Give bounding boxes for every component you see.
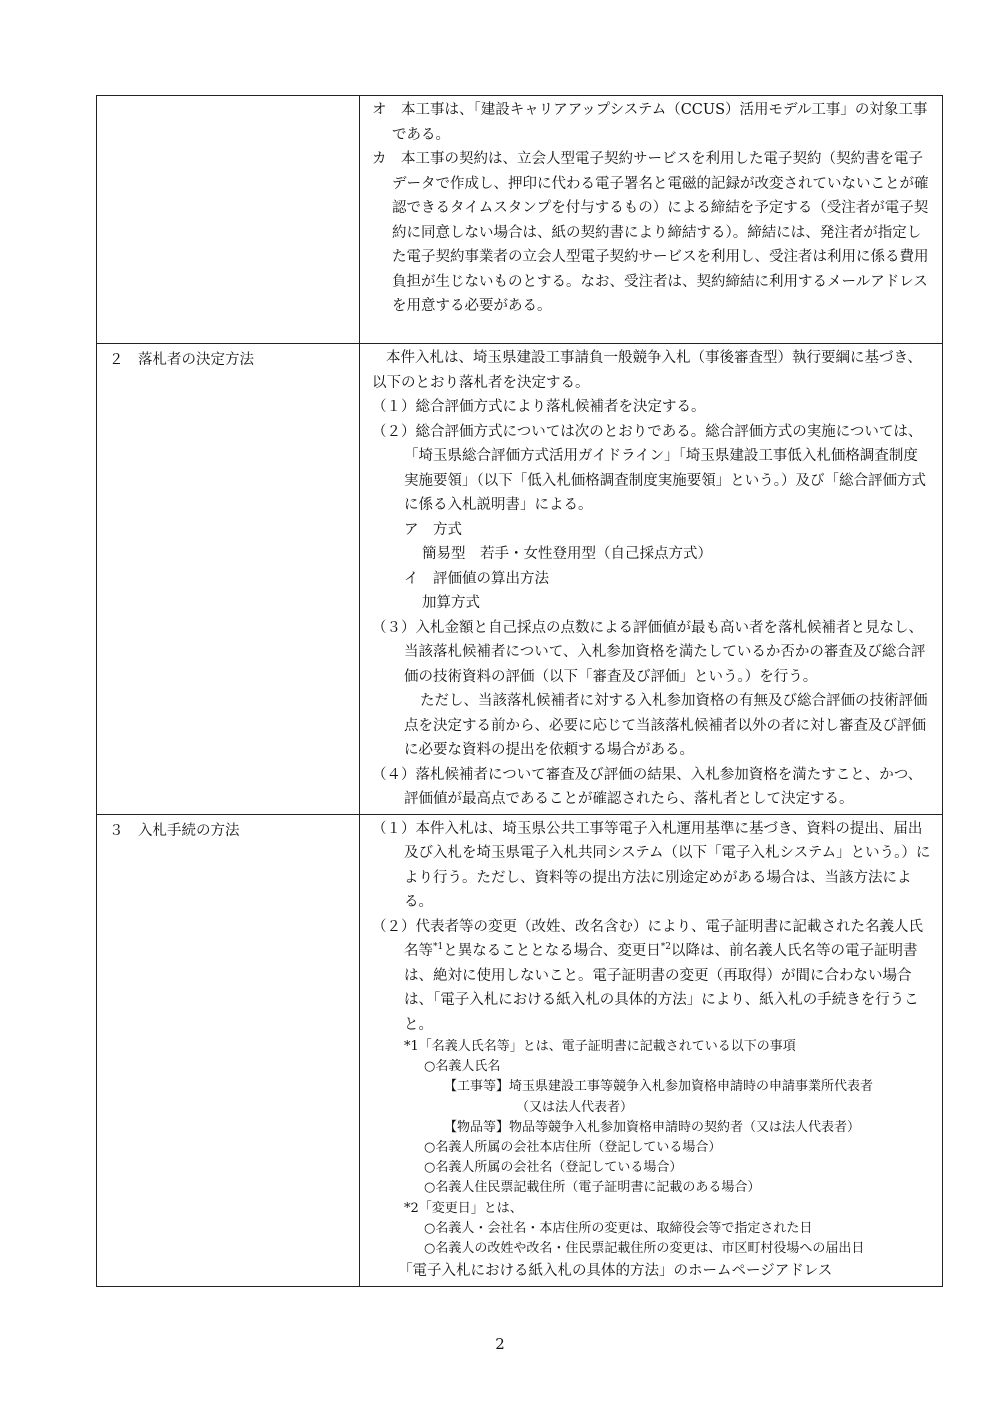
footnote: 【工事等】埼玉県建設工事等競争入札参加資格申請時の申請事業所代表者 (444, 1079, 874, 1095)
row-body (360, 814, 943, 1286)
footnote-mark: *1 (433, 942, 444, 953)
row-label (97, 96, 360, 344)
footnote: ○名義人・会社名・本店住所の変更は、取締役会等で指定された日 (424, 1220, 813, 1236)
document-table (96, 95, 943, 1287)
list-item-note: ただし、当該落札候補者に対する入札参加資格の有無及び総合評価の技術評価点を決定する前から、必要に応じて当該落札候補者以外の者に対し審査及び評価に必要な資料の提出を依頼する場合がある。 (404, 693, 928, 758)
item-text: （２）代表者等の変更（改姓、改名含む）により、電子証明書に記載された名義人氏名等 (372, 918, 923, 959)
sub-text: 加算方式 (422, 595, 480, 611)
footnote: ○名義人所属の会社本店住所（登記している場合） (424, 1140, 722, 1156)
table-row (97, 344, 943, 815)
table-row (97, 96, 943, 344)
table-row (97, 814, 943, 1286)
list-item: （２）総合評価方式については次のとおりである。総合評価方式の実施については、「埼玉県総合評価方式活用ガイドライン」「埼玉県建設工事低入札価格調査制度実施要領」（以下「低入札価格調査制度実施要領」という。）及び「総合評価方式に係る入札説明書」による。 (372, 423, 926, 513)
row-label: ２ 落札者の決定方法 (97, 344, 360, 815)
footnote: *2「変更日」とは、 (404, 1200, 523, 1216)
list-item: （１）総合評価方式により落札候補者を決定する。 (372, 399, 706, 415)
sub-text: 簡易型 若手・女性登用型（自己採点方式） (422, 546, 712, 562)
item-text: と異なることとなる場合、変更日 (443, 943, 661, 959)
list-item (372, 915, 932, 1038)
row-label: ３ 入札手続の方法 (97, 814, 360, 1286)
page-number: 2 (495, 1335, 505, 1353)
footnote: *1「名義人氏名等」とは、電子証明書に記載されている以下の事項 (404, 1039, 796, 1054)
footnotes (372, 1037, 932, 1259)
list-item: （１）本件入札は、埼玉県公共工事等電子入札運用基準に基づき、資料の提出、届出及び入札を埼玉県電子入札共同システム（以下「電子入札システム」という。）により行う。ただし、資料等の提出方法に別途定めがある場合は、当該方法による。 (372, 820, 931, 910)
footnote: 【物品等】物品等競争入札参加資格申請時の契約者（又は法人代表者） (444, 1119, 861, 1135)
item-text: 以降は、前名義人氏名等の電子証明書は、絶対に使用しないこと。電子証明書の変更（再取得）が間に合わない場合は、「電子入札における紙入札の具体的方法」により、紙入札の手続きを行うこと。 (404, 943, 919, 1033)
intro-text: 本件入札は、埼玉県建設工事請負一般競争入札（事後審査型）執行要綱に基づき、以下のとおり落札者を決定する。 (372, 350, 922, 391)
row-body (360, 96, 943, 344)
footnote: ○名義人氏名 (424, 1059, 501, 1075)
list-item: （４）落札候補者について審査及び評価の結果、入札参加資格を満たすこと、かつ、評価値が最高点であることが確認されたら、落札者として決定する。 (372, 766, 923, 807)
footnote: ○名義人の改姓や改名・住民票記載住所の変更は、市区町村役場への届出日 (424, 1241, 865, 1257)
item-ka: カ 本工事の契約は、立会人型電子契約サービスを利用した電子契約（契約書を電子データで作成し、押印に代わる電子署名と電磁的記録が改変されていないことが確認できるタイムスタンプを付与するもの）による締結を予定する（受注者が電子契約に同意しない場合は、紙の契約書により締結する）。締結には、発注者が指定した電子契約事業者の立会人型電子契約サービスを利用し、受注者は利用に係る費用負担が生じないものとする。なお、受注者は、契約締結に利用するメールアドレスを用意する必要がある。 (372, 151, 929, 314)
row-body (360, 344, 943, 815)
list-item: （３）入札金額と自己採点の点数による評価値が最も高い者を落札候補者と見なし、当該落札候補者について、入札参加資格を満たしているか否かの審査及び総合評価の技術資料の評価（以下「審査及び評価」という。）を行う。 (372, 619, 926, 685)
footnote: （又は法人代表者） (516, 1099, 634, 1115)
item-o: オ 本工事は、「建設キャリアアップシステム（CCUS）活用モデル工事」の対象工事である。 (372, 102, 928, 143)
homepage-link-label[interactable]: 「電子入札における紙入札の具体的方法」のホームページアドレス (398, 1263, 833, 1280)
footnote: ○名義人所属の会社名（登記している場合） (424, 1160, 683, 1176)
footnote-mark: *2 (660, 942, 671, 953)
sub-heading: ア 方式 (404, 521, 462, 538)
footnote: ○名義人住民票記載住所（電子証明書に記載のある場合） (424, 1180, 761, 1196)
sub-heading: イ 評価値の算出方法 (404, 570, 549, 587)
